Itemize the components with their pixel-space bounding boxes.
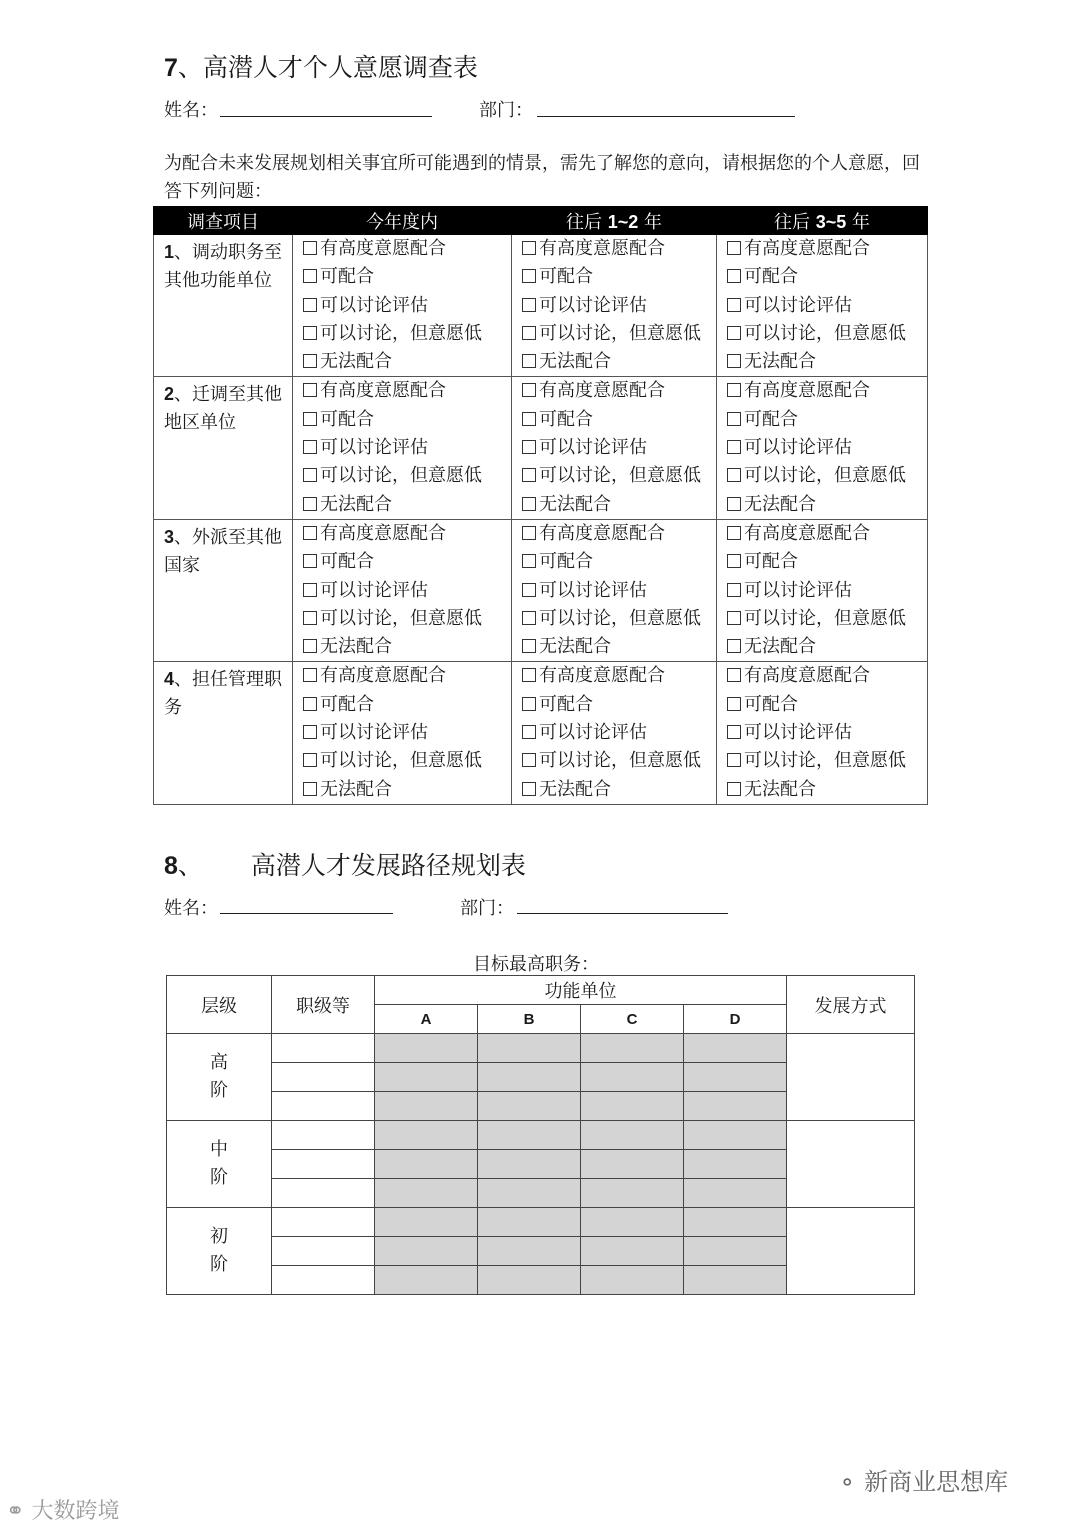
option-checkbox[interactable] xyxy=(512,263,716,291)
survey-option-cell xyxy=(293,519,512,661)
option-label: 可以讨论评估 xyxy=(744,579,852,601)
survey-option-cell xyxy=(717,662,928,804)
unit-cell[interactable] xyxy=(581,1034,684,1063)
checkbox-icon[interactable] xyxy=(727,554,741,568)
checkbox-icon[interactable] xyxy=(522,440,536,454)
intro-text: 为配合未来发展规划相关事宜所可能遇到的情景，需先了解您的意向，请根据您的个人意愿，回答下列问题： xyxy=(164,153,920,202)
unit-cell[interactable] xyxy=(684,1034,787,1063)
unit-cell[interactable] xyxy=(375,1208,478,1237)
option-checkbox[interactable] xyxy=(293,434,511,462)
grade-cell[interactable] xyxy=(272,1150,375,1179)
checkbox-icon[interactable] xyxy=(303,583,317,597)
level-cell xyxy=(167,1121,272,1208)
checkbox-icon[interactable] xyxy=(727,583,741,597)
header-this-year: 今年度内 xyxy=(293,207,512,235)
level-cell xyxy=(167,1208,272,1295)
unit-cell[interactable] xyxy=(581,1179,684,1208)
unit-cell[interactable] xyxy=(684,1208,787,1237)
option-checkbox[interactable] xyxy=(717,520,927,548)
checkbox-icon[interactable] xyxy=(303,554,317,568)
option-checkbox[interactable] xyxy=(293,776,511,804)
header-1-2-years: 往后 1~2 年 xyxy=(512,207,717,235)
item-text: 、调动职务至其他功能单位 xyxy=(164,242,283,291)
unit-cell[interactable] xyxy=(684,1266,787,1295)
option-label: 可以讨论，但意愿低 xyxy=(320,750,482,772)
checkbox-icon[interactable] xyxy=(522,526,536,540)
option-label: 可配合 xyxy=(320,266,374,288)
survey-row xyxy=(154,519,928,661)
checkbox-icon[interactable] xyxy=(522,468,536,482)
option-label: 可以讨论，但意愿低 xyxy=(320,607,482,629)
option-checkbox[interactable] xyxy=(512,662,716,690)
method-cell[interactable] xyxy=(787,1208,915,1295)
checkbox-icon[interactable] xyxy=(303,383,317,397)
item-text: 、外派至其他国家 xyxy=(164,526,283,576)
checkbox-icon[interactable] xyxy=(303,697,317,711)
item-text: 、担任管理职务 xyxy=(164,669,283,719)
checkbox-icon[interactable] xyxy=(727,668,741,682)
unit-cell[interactable] xyxy=(478,1121,581,1150)
option-checkbox[interactable] xyxy=(293,406,511,434)
option-label: 可以讨论评估 xyxy=(744,294,852,316)
option-label: 可以讨论，但意愿低 xyxy=(744,322,906,344)
option-checkbox[interactable] xyxy=(293,691,511,719)
section7-title: 7、高潜人才个人意愿调查表 xyxy=(164,53,478,82)
checkbox-icon[interactable] xyxy=(727,782,741,796)
option-label: 无法配合 xyxy=(320,493,392,515)
watermark-right: ⚬ 新商业思想库 xyxy=(838,1468,1009,1496)
option-checkbox[interactable] xyxy=(293,520,511,548)
option-checkbox[interactable] xyxy=(512,292,716,320)
grade-cell[interactable] xyxy=(272,1034,375,1063)
option-checkbox[interactable] xyxy=(717,577,927,605)
survey-item-cell xyxy=(154,235,293,377)
checkbox-icon[interactable] xyxy=(727,298,741,312)
option-checkbox[interactable] xyxy=(717,263,927,291)
checkbox-icon[interactable] xyxy=(303,497,317,511)
option-checkbox[interactable] xyxy=(293,633,511,661)
header-unit-d: D xyxy=(684,1005,787,1034)
checkbox-icon[interactable] xyxy=(522,383,536,397)
option-label: 可以讨论评估 xyxy=(320,579,428,601)
checkbox-icon[interactable] xyxy=(522,326,536,340)
survey-item-cell xyxy=(154,377,293,519)
checkbox-icon[interactable] xyxy=(303,639,317,653)
unit-cell[interactable] xyxy=(478,1237,581,1266)
wechat-icon: ⚬ xyxy=(838,1471,857,1496)
grade-cell[interactable] xyxy=(272,1092,375,1121)
checkbox-icon[interactable] xyxy=(522,354,536,368)
option-label: 可配合 xyxy=(539,693,593,715)
unit-cell[interactable] xyxy=(478,1208,581,1237)
option-checkbox[interactable] xyxy=(512,348,716,376)
method-cell[interactable] xyxy=(787,1034,915,1121)
checkbox-icon[interactable] xyxy=(727,697,741,711)
grade-cell[interactable] xyxy=(272,1266,375,1295)
option-checkbox[interactable] xyxy=(293,235,511,263)
unit-cell[interactable] xyxy=(478,1266,581,1295)
checkbox-icon[interactable] xyxy=(303,782,317,796)
checkbox-icon[interactable] xyxy=(727,354,741,368)
grade-cell[interactable] xyxy=(272,1063,375,1092)
option-label: 有高度意愿配合 xyxy=(744,665,870,687)
checkbox-icon[interactable] xyxy=(303,412,317,426)
level-char-1: 初 xyxy=(210,1226,228,1247)
level-char-1: 高 xyxy=(210,1052,228,1073)
unit-cell[interactable] xyxy=(375,1150,478,1179)
option-checkbox[interactable] xyxy=(717,348,927,376)
option-label: 可以讨论，但意愿低 xyxy=(744,465,906,487)
survey-header-row xyxy=(154,207,928,235)
option-checkbox[interactable] xyxy=(717,747,927,775)
header-unit-a: A xyxy=(375,1005,478,1034)
option-label: 有高度意愿配合 xyxy=(539,522,665,544)
option-label: 无法配合 xyxy=(320,351,392,373)
survey-row xyxy=(154,235,928,377)
option-label: 可以讨论评估 xyxy=(744,722,852,744)
checkbox-icon[interactable] xyxy=(727,639,741,653)
checkbox-icon[interactable] xyxy=(522,241,536,255)
checkbox-icon[interactable] xyxy=(303,298,317,312)
checkbox-icon[interactable] xyxy=(727,725,741,739)
checkbox-icon[interactable] xyxy=(727,497,741,511)
option-label: 可配合 xyxy=(320,551,374,573)
unit-cell[interactable] xyxy=(581,1121,684,1150)
header-3-5-years: 往后 3~5 年 xyxy=(717,207,928,235)
checkbox-icon[interactable] xyxy=(303,725,317,739)
level-char-2: 阶 xyxy=(210,1167,228,1188)
option-label: 无法配合 xyxy=(539,778,611,800)
option-label: 可以讨论，但意愿低 xyxy=(539,465,701,487)
header-level: 层级 xyxy=(167,976,272,1034)
option-label: 无法配合 xyxy=(320,636,392,658)
header-grade: 职级等 xyxy=(272,976,375,1034)
checkbox-icon[interactable] xyxy=(727,326,741,340)
option-label: 有高度意愿配合 xyxy=(539,238,665,259)
option-label: 无法配合 xyxy=(320,778,392,800)
option-label: 可以讨论，但意愿低 xyxy=(744,750,906,772)
level-char-2: 阶 xyxy=(210,1254,228,1275)
option-label: 可配合 xyxy=(744,266,798,288)
survey-item-cell xyxy=(154,519,293,661)
option-checkbox[interactable] xyxy=(512,406,716,434)
option-label: 无法配合 xyxy=(539,493,611,515)
option-label: 有高度意愿配合 xyxy=(320,238,446,259)
checkbox-icon[interactable] xyxy=(522,753,536,767)
option-checkbox[interactable] xyxy=(293,462,511,490)
option-label: 可配合 xyxy=(539,551,593,573)
unit-cell[interactable] xyxy=(375,1237,478,1266)
name-label-2: 姓名： xyxy=(164,898,218,919)
checkbox-icon[interactable] xyxy=(303,269,317,283)
unit-cell[interactable] xyxy=(375,1034,478,1063)
survey-row xyxy=(154,377,928,519)
survey-option-cell xyxy=(512,235,717,377)
option-checkbox[interactable] xyxy=(512,320,716,348)
level-char-2: 阶 xyxy=(210,1080,228,1101)
path-row xyxy=(167,1208,915,1237)
option-label: 有高度意愿配合 xyxy=(320,522,446,544)
option-label: 可配合 xyxy=(744,693,798,715)
checkbox-icon[interactable] xyxy=(303,354,317,368)
option-checkbox[interactable] xyxy=(512,520,716,548)
checkbox-icon[interactable] xyxy=(727,611,741,625)
checkbox-icon[interactable] xyxy=(522,639,536,653)
checkbox-icon[interactable] xyxy=(727,468,741,482)
name-field-2[interactable] xyxy=(220,913,393,914)
unit-cell[interactable] xyxy=(478,1092,581,1121)
development-path-table xyxy=(166,975,915,1295)
unit-cell[interactable] xyxy=(375,1121,478,1150)
option-label: 有高度意愿配合 xyxy=(744,238,870,259)
survey-option-cell xyxy=(293,662,512,804)
option-checkbox[interactable] xyxy=(293,263,511,291)
unit-cell[interactable] xyxy=(684,1237,787,1266)
unit-cell[interactable] xyxy=(684,1150,787,1179)
option-label: 有高度意愿配合 xyxy=(539,665,665,687)
unit-cell[interactable] xyxy=(581,1266,684,1295)
checkbox-icon[interactable] xyxy=(522,497,536,511)
item-number: 4 xyxy=(164,669,175,690)
checkbox-icon[interactable] xyxy=(727,753,741,767)
option-label: 可以讨论评估 xyxy=(744,437,852,459)
dept-label: 部门： xyxy=(479,100,533,121)
unit-cell[interactable] xyxy=(478,1034,581,1063)
unit-cell[interactable] xyxy=(375,1179,478,1208)
option-label: 有高度意愿配合 xyxy=(320,380,446,402)
checkbox-icon[interactable] xyxy=(522,298,536,312)
path-row xyxy=(167,1034,915,1063)
checkbox-icon[interactable] xyxy=(522,554,536,568)
option-checkbox[interactable] xyxy=(717,662,927,690)
option-checkbox[interactable] xyxy=(512,235,716,263)
option-checkbox[interactable] xyxy=(293,548,511,576)
target-position-label: 目标最高职务： xyxy=(473,954,599,975)
checkbox-icon[interactable] xyxy=(522,782,536,796)
survey-option-cell xyxy=(512,519,717,661)
grade-cell[interactable] xyxy=(272,1237,375,1266)
option-checkbox[interactable] xyxy=(293,320,511,348)
survey-option-cell xyxy=(717,235,928,377)
header-item: 调查项目 xyxy=(154,207,293,235)
survey-option-cell xyxy=(717,519,928,661)
checkbox-icon[interactable] xyxy=(727,526,741,540)
unit-cell[interactable] xyxy=(375,1063,478,1092)
unit-cell[interactable] xyxy=(478,1150,581,1179)
option-label: 可以讨论，但意愿低 xyxy=(320,322,482,344)
option-label: 可配合 xyxy=(539,266,593,288)
checkbox-icon[interactable] xyxy=(303,753,317,767)
checkbox-icon[interactable] xyxy=(522,725,536,739)
checkbox-icon[interactable] xyxy=(727,440,741,454)
option-checkbox[interactable] xyxy=(512,577,716,605)
checkbox-icon[interactable] xyxy=(522,697,536,711)
checkbox-icon[interactable] xyxy=(522,583,536,597)
option-label: 有高度意愿配合 xyxy=(320,665,446,687)
option-checkbox[interactable] xyxy=(717,719,927,747)
survey-option-cell xyxy=(717,377,928,519)
option-label: 可以讨论，但意愿低 xyxy=(539,322,701,344)
option-checkbox[interactable] xyxy=(717,691,927,719)
header-function-unit: 功能单位 xyxy=(375,976,787,1005)
option-label: 可以讨论评估 xyxy=(539,722,647,744)
option-label: 有高度意愿配合 xyxy=(744,522,870,544)
option-checkbox[interactable] xyxy=(717,491,927,519)
unit-cell[interactable] xyxy=(684,1092,787,1121)
option-checkbox[interactable] xyxy=(512,691,716,719)
option-checkbox[interactable] xyxy=(512,434,716,462)
level-char-1: 中 xyxy=(210,1139,228,1160)
checkbox-icon[interactable] xyxy=(727,383,741,397)
option-checkbox[interactable] xyxy=(717,776,927,804)
header-development-method: 发展方式 xyxy=(787,976,915,1034)
option-label: 无法配合 xyxy=(744,493,816,515)
option-checkbox[interactable] xyxy=(512,548,716,576)
option-checkbox[interactable] xyxy=(512,719,716,747)
unit-cell[interactable] xyxy=(684,1121,787,1150)
option-checkbox[interactable] xyxy=(717,462,927,490)
unit-cell[interactable] xyxy=(478,1179,581,1208)
survey-option-cell xyxy=(293,235,512,377)
option-label: 无法配合 xyxy=(539,636,611,658)
grade-cell[interactable] xyxy=(272,1208,375,1237)
option-label: 有高度意愿配合 xyxy=(539,380,665,402)
option-checkbox[interactable] xyxy=(717,377,927,405)
option-checkbox[interactable] xyxy=(717,633,927,661)
option-checkbox[interactable] xyxy=(717,292,927,320)
option-label: 可配合 xyxy=(320,693,374,715)
option-label: 可以讨论，但意愿低 xyxy=(320,465,482,487)
level-cell xyxy=(167,1034,272,1121)
name-label: 姓名： xyxy=(164,100,218,121)
option-label: 可以讨论，但意愿低 xyxy=(744,607,906,629)
checkbox-icon[interactable] xyxy=(522,668,536,682)
option-label: 可以讨论，但意愿低 xyxy=(539,750,701,772)
path-row xyxy=(167,1121,915,1150)
dept-field-2[interactable] xyxy=(517,913,728,914)
checkbox-icon[interactable] xyxy=(303,326,317,340)
unit-cell[interactable] xyxy=(581,1150,684,1179)
checkbox-icon[interactable] xyxy=(727,412,741,426)
option-checkbox[interactable] xyxy=(512,633,716,661)
option-checkbox[interactable] xyxy=(293,605,511,633)
option-label: 可配合 xyxy=(744,408,798,430)
option-checkbox[interactable] xyxy=(717,406,927,434)
name-field[interactable] xyxy=(220,116,432,117)
survey-option-cell xyxy=(512,662,717,804)
checkbox-icon[interactable] xyxy=(303,611,317,625)
unit-cell[interactable] xyxy=(375,1266,478,1295)
option-label: 有高度意愿配合 xyxy=(744,380,870,402)
checkbox-icon[interactable] xyxy=(727,241,741,255)
section8-title: 8、 高潜人才发展路径规划表 xyxy=(164,851,526,880)
dept-field[interactable] xyxy=(537,116,795,117)
item-text: 、迁调至其他地区单位 xyxy=(164,384,283,434)
option-label: 可以讨论，但意愿低 xyxy=(539,607,701,629)
grade-cell[interactable] xyxy=(272,1121,375,1150)
checkbox-icon[interactable] xyxy=(303,526,317,540)
survey-option-cell xyxy=(512,377,717,519)
option-checkbox[interactable] xyxy=(293,377,511,405)
option-label: 可以讨论评估 xyxy=(320,437,428,459)
option-checkbox[interactable] xyxy=(512,776,716,804)
option-label: 可以讨论评估 xyxy=(320,722,428,744)
option-label: 无法配合 xyxy=(744,778,816,800)
grade-cell[interactable] xyxy=(272,1179,375,1208)
unit-cell[interactable] xyxy=(581,1237,684,1266)
option-label: 无法配合 xyxy=(744,636,816,658)
logo-icon: ⚭ xyxy=(6,1499,25,1524)
checkbox-icon[interactable] xyxy=(303,468,317,482)
option-checkbox[interactable] xyxy=(717,235,927,263)
option-checkbox[interactable] xyxy=(293,577,511,605)
option-checkbox[interactable] xyxy=(512,747,716,775)
option-checkbox[interactable] xyxy=(293,491,511,519)
checkbox-icon[interactable] xyxy=(303,241,317,255)
option-checkbox[interactable] xyxy=(512,605,716,633)
unit-cell[interactable] xyxy=(478,1063,581,1092)
survey-option-cell xyxy=(293,377,512,519)
option-checkbox[interactable] xyxy=(293,292,511,320)
option-checkbox[interactable] xyxy=(293,348,511,376)
checkbox-icon[interactable] xyxy=(303,668,317,682)
option-label: 无法配合 xyxy=(539,351,611,373)
header-unit-c: C xyxy=(581,1005,684,1034)
item-number: 2 xyxy=(164,384,175,405)
option-checkbox[interactable] xyxy=(717,434,927,462)
unit-cell[interactable] xyxy=(684,1063,787,1092)
option-checkbox[interactable] xyxy=(717,605,927,633)
option-checkbox[interactable] xyxy=(512,491,716,519)
checkbox-icon[interactable] xyxy=(522,412,536,426)
checkbox-icon[interactable] xyxy=(727,269,741,283)
option-label: 可以讨论评估 xyxy=(320,294,428,316)
option-checkbox[interactable] xyxy=(512,377,716,405)
option-checkbox[interactable] xyxy=(293,662,511,690)
option-checkbox[interactable] xyxy=(717,320,927,348)
checkbox-icon[interactable] xyxy=(522,269,536,283)
checkbox-icon[interactable] xyxy=(303,440,317,454)
option-label: 可以讨论评估 xyxy=(539,437,647,459)
survey-item-cell xyxy=(154,662,293,804)
option-checkbox[interactable] xyxy=(293,719,511,747)
dept-label-2: 部门： xyxy=(460,898,514,919)
option-label: 可配合 xyxy=(320,408,374,430)
option-label: 可配合 xyxy=(744,551,798,573)
watermark-left: ⚭ 大数跨境 xyxy=(6,1499,120,1524)
option-label: 无法配合 xyxy=(744,351,816,373)
method-cell[interactable] xyxy=(787,1121,915,1208)
item-number: 1 xyxy=(164,242,175,262)
option-label: 可配合 xyxy=(539,408,593,430)
unit-cell[interactable] xyxy=(581,1208,684,1237)
unit-cell[interactable] xyxy=(375,1092,478,1121)
unit-cell[interactable] xyxy=(581,1092,684,1121)
option-label: 可以讨论评估 xyxy=(539,579,647,601)
willingness-survey-table xyxy=(153,206,928,805)
option-label: 可以讨论评估 xyxy=(539,294,647,316)
option-checkbox[interactable] xyxy=(293,747,511,775)
option-checkbox[interactable] xyxy=(717,548,927,576)
unit-cell[interactable] xyxy=(684,1179,787,1208)
checkbox-icon[interactable] xyxy=(522,611,536,625)
header-unit-b: B xyxy=(478,1005,581,1034)
survey-row xyxy=(154,662,928,804)
option-checkbox[interactable] xyxy=(512,462,716,490)
item-number: 3 xyxy=(164,526,175,547)
unit-cell[interactable] xyxy=(581,1063,684,1092)
